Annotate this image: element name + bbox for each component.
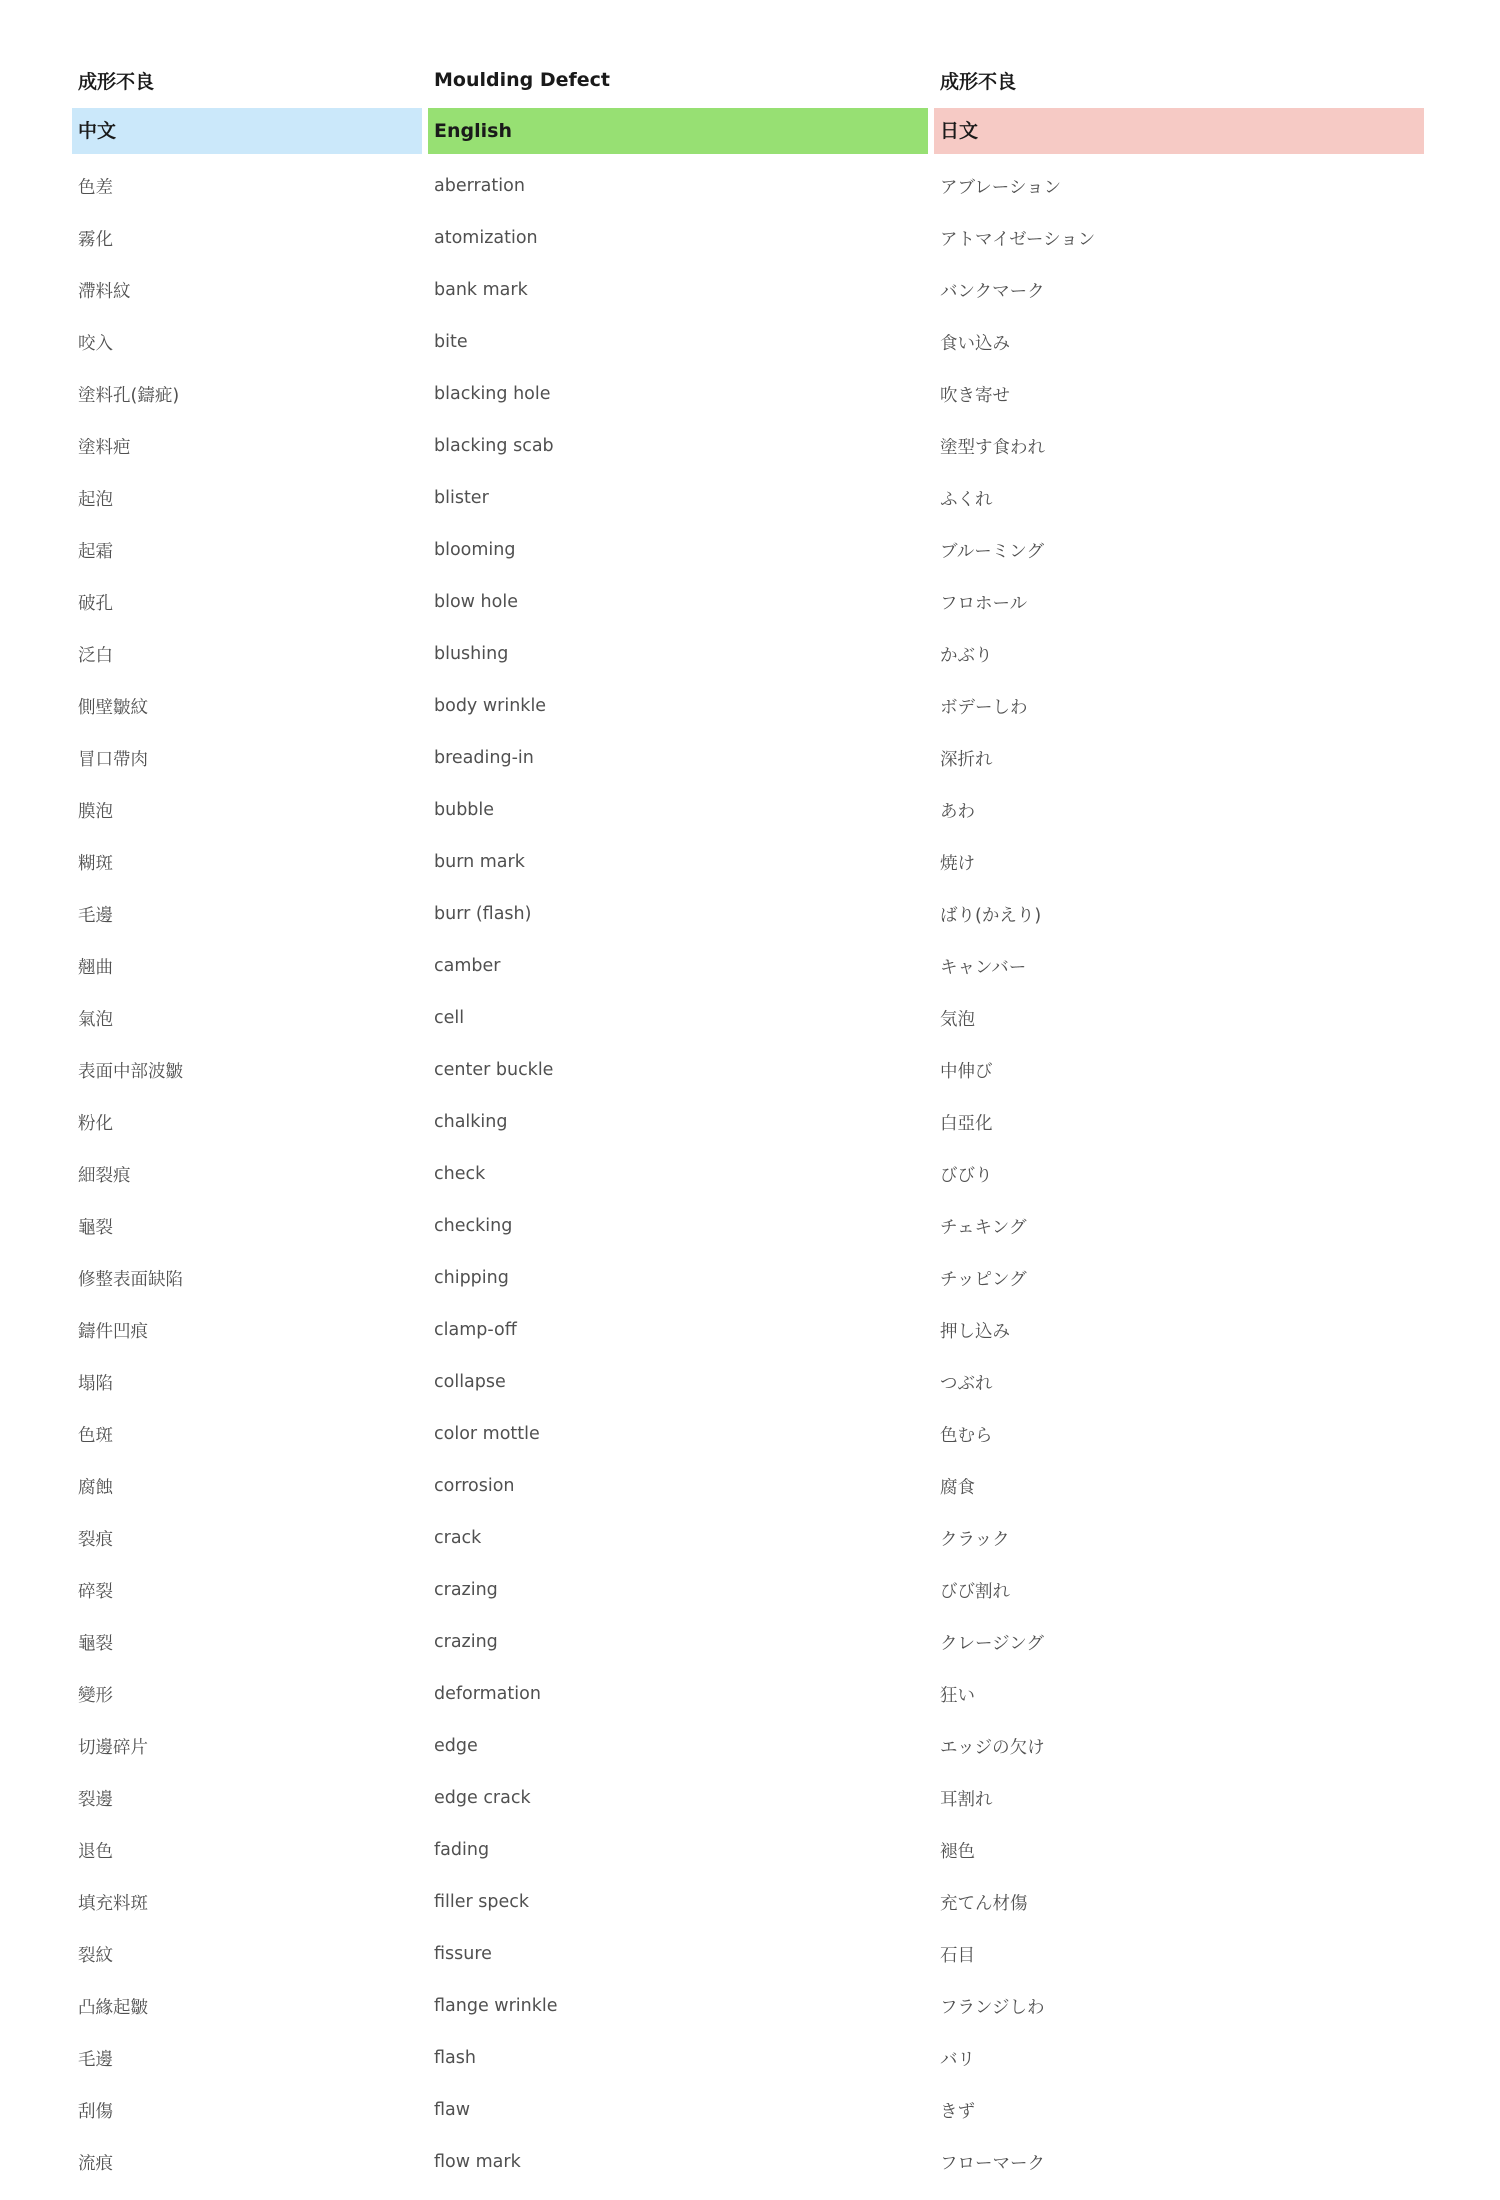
cell-chinese: 色斑 [78, 1425, 113, 1446]
table-row [72, 420, 1424, 472]
cell-english: blister [434, 488, 489, 508]
table-row [72, 2032, 1424, 2084]
cell-japanese: フランジしわ [940, 1997, 1045, 2018]
cell-japanese: 狂い [940, 1685, 975, 1706]
cell-chinese: 冒口帶肉 [78, 749, 148, 770]
cell-japanese: 白亞化 [940, 1113, 993, 1134]
cell-japanese: 気泡 [940, 1009, 975, 1030]
cell-english: crack [434, 1528, 482, 1548]
cell-chinese: 表面中部波皺 [78, 1061, 183, 1082]
cell-english: blushing [434, 644, 509, 664]
table-row [72, 1720, 1424, 1772]
cell-chinese: 碎裂 [78, 1581, 113, 1602]
cell-english: blacking hole [434, 384, 551, 404]
cell-japanese: バンクマーク [940, 281, 1045, 302]
cell-japanese: ボデーしわ [940, 697, 1028, 718]
table-row [72, 1824, 1424, 1876]
cell-english: body wrinkle [434, 696, 547, 716]
cell-english: fissure [434, 1944, 492, 1964]
cell-japanese: 中伸び [940, 1061, 993, 1082]
cell-chinese: 滯料紋 [78, 281, 131, 302]
cell-english: deformation [434, 1684, 541, 1704]
table-row [72, 212, 1424, 264]
cell-japanese: 色むら [940, 1425, 993, 1446]
cell-english: chipping [434, 1268, 509, 1288]
table-row [72, 940, 1424, 992]
column-header-row [72, 108, 1424, 154]
cell-japanese: かぶり [940, 645, 993, 666]
cell-chinese: 起霜 [78, 541, 113, 562]
cell-english: color mottle [434, 1424, 540, 1444]
cell-chinese: 毛邊 [78, 905, 113, 926]
table-row [72, 1616, 1424, 1668]
cell-chinese: 龜裂 [78, 1217, 113, 1238]
table-row [72, 1668, 1424, 1720]
cell-chinese: 塗料孔(鑄疵) [78, 385, 180, 406]
cell-english: check [434, 1164, 486, 1184]
cell-english: bite [434, 332, 468, 352]
cell-english: chalking [434, 1112, 508, 1132]
table-row [72, 1148, 1424, 1200]
cell-japanese: フローマーク [940, 2153, 1045, 2174]
cell-chinese: 塌陷 [78, 1373, 113, 1394]
cell-english: crazing [434, 1632, 498, 1652]
table-row [72, 1252, 1424, 1304]
table-body [72, 160, 1424, 2188]
cell-chinese: 毛邊 [78, 2049, 113, 2070]
column-header-chinese: 中文 [72, 108, 422, 154]
cell-japanese: 食い込み [940, 333, 1010, 354]
title-chinese: 成形不良 [78, 70, 155, 93]
table-row [72, 2084, 1424, 2136]
table-row [72, 316, 1424, 368]
cell-chinese: 填充料斑 [78, 1893, 148, 1914]
cell-english: cell [434, 1008, 465, 1028]
cell-chinese: 氣泡 [78, 1009, 113, 1030]
cell-chinese: 裂邊 [78, 1789, 113, 1810]
cell-chinese: 膜泡 [78, 801, 113, 822]
cell-chinese: 側壁皺紋 [78, 697, 148, 718]
table-row [72, 1460, 1424, 1512]
table-row [72, 992, 1424, 1044]
table-row [72, 264, 1424, 316]
cell-japanese: びび割れ [940, 1581, 1010, 1602]
cell-english: center buckle [434, 1060, 554, 1080]
table-row [72, 1408, 1424, 1460]
cell-chinese: 流痕 [78, 2153, 113, 2174]
cell-english: corrosion [434, 1476, 515, 1496]
table-row [72, 576, 1424, 628]
cell-japanese: エッジの欠け [940, 1737, 1045, 1758]
cell-english: burn mark [434, 852, 525, 872]
cell-chinese: 霧化 [78, 229, 113, 250]
table-row [72, 472, 1424, 524]
cell-chinese: 退色 [78, 1841, 113, 1862]
table-row [72, 1356, 1424, 1408]
table-row [72, 1980, 1424, 2032]
cell-japanese: ふくれ [940, 489, 993, 510]
table-row [72, 1096, 1424, 1148]
cell-japanese: フロホール [940, 593, 1028, 614]
glossary-table [72, 52, 1424, 2188]
cell-japanese: 充てん材傷 [940, 1893, 1028, 1914]
cell-chinese: 切邊碎片 [78, 1737, 148, 1758]
table-row [72, 368, 1424, 420]
table-row [72, 1200, 1424, 1252]
cell-english: clamp-off [434, 1320, 517, 1340]
column-header-japanese: 日文 [934, 108, 1424, 154]
table-row [72, 628, 1424, 680]
table-row [72, 836, 1424, 888]
cell-chinese: 塗料疤 [78, 437, 131, 458]
cell-chinese: 刮傷 [78, 2101, 113, 2122]
cell-chinese: 色差 [78, 177, 113, 198]
cell-japanese: 深折れ [940, 749, 993, 770]
cell-japanese: 焼け [940, 853, 975, 874]
cell-chinese: 咬入 [78, 333, 113, 354]
cell-english: bubble [434, 800, 495, 820]
cell-english: camber [434, 956, 501, 976]
table-row [72, 1876, 1424, 1928]
cell-japanese: 吹き寄せ [940, 385, 1010, 406]
cell-japanese: きず [940, 2101, 975, 2122]
cell-japanese: バリ [940, 2049, 975, 2070]
table-row [72, 1044, 1424, 1096]
cell-japanese: チッピング [940, 1269, 1027, 1290]
title-japanese: 成形不良 [940, 70, 1017, 93]
cell-japanese: びびり [940, 1165, 993, 1186]
cell-japanese: あわ [940, 801, 975, 822]
cell-chinese: 修整表面缺陷 [78, 1269, 183, 1290]
cell-japanese: アトマイゼーション [940, 229, 1096, 250]
cell-chinese: 破孔 [78, 593, 113, 614]
column-header-english: English [428, 108, 928, 154]
cell-chinese: 裂痕 [78, 1529, 113, 1550]
table-row [72, 732, 1424, 784]
cell-english: atomization [434, 228, 538, 248]
cell-chinese: 翹曲 [78, 957, 113, 978]
table-row [72, 680, 1424, 732]
cell-chinese: 凸緣起皺 [78, 1997, 148, 2018]
cell-japanese: キャンバー [940, 957, 1027, 978]
cell-japanese: ブルーミング [940, 541, 1044, 562]
table-row [72, 1512, 1424, 1564]
table-row [72, 1304, 1424, 1356]
title-english: Moulding Defect [434, 69, 611, 91]
cell-japanese: つぶれ [940, 1373, 993, 1394]
cell-japanese: ばり(かえり) [940, 905, 1042, 926]
cell-chinese: 鑄件凹痕 [78, 1321, 148, 1342]
cell-japanese: 褪色 [940, 1841, 975, 1862]
cell-english: edge crack [434, 1788, 531, 1808]
cell-english: bank mark [434, 280, 528, 300]
cell-chinese: 糊斑 [78, 853, 113, 874]
cell-japanese: クラック [940, 1529, 1010, 1550]
cell-english: checking [434, 1216, 513, 1236]
cell-english: flaw [434, 2100, 471, 2120]
cell-chinese: 粉化 [78, 1113, 113, 1134]
cell-english: blooming [434, 540, 516, 560]
cell-chinese: 細裂痕 [78, 1165, 131, 1186]
cell-japanese: アブレーション [940, 177, 1062, 198]
cell-chinese: 起泡 [78, 489, 113, 510]
table-row [72, 2136, 1424, 2188]
cell-english: blacking scab [434, 436, 554, 456]
cell-japanese: 塗型す食われ [940, 437, 1045, 458]
cell-japanese: 耳割れ [940, 1789, 993, 1810]
cell-chinese: 變形 [78, 1685, 113, 1706]
table-row [72, 1772, 1424, 1824]
cell-japanese: チェキング [940, 1217, 1027, 1238]
cell-chinese: 泛白 [78, 645, 113, 666]
table-row [72, 1928, 1424, 1980]
cell-japanese: クレージング [940, 1633, 1044, 1654]
cell-chinese: 裂紋 [78, 1945, 113, 1966]
cell-english: flange wrinkle [434, 1996, 558, 2016]
cell-english: crazing [434, 1580, 498, 1600]
table-row [72, 524, 1424, 576]
cell-english: edge [434, 1736, 478, 1756]
cell-english: fading [434, 1840, 490, 1860]
table-row [72, 1564, 1424, 1616]
cell-japanese: 石目 [940, 1945, 975, 1966]
cell-japanese: 腐食 [940, 1477, 975, 1498]
cell-chinese: 龜裂 [78, 1633, 113, 1654]
table-row [72, 784, 1424, 836]
cell-english: aberration [434, 176, 525, 196]
cell-english: breading-in [434, 748, 534, 768]
cell-english: filler speck [434, 1892, 530, 1912]
cell-japanese: 押し込み [940, 1321, 1010, 1342]
cell-english: collapse [434, 1372, 506, 1392]
table-row [72, 160, 1424, 212]
table-row [72, 888, 1424, 940]
cell-english: flow mark [434, 2152, 521, 2172]
cell-chinese: 腐蝕 [78, 1477, 113, 1498]
cell-english: flash [434, 2048, 476, 2068]
cell-english: blow hole [434, 592, 518, 612]
table-title-row [72, 52, 1424, 108]
cell-english: burr (flash) [434, 904, 532, 924]
